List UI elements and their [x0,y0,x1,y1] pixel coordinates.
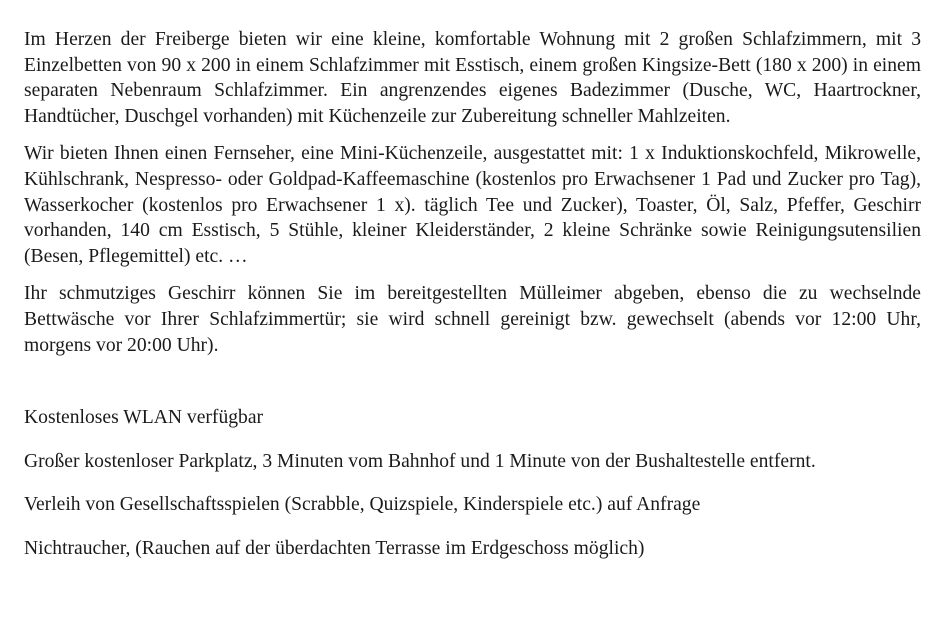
paragraph-amenities: Wir bieten Ihnen einen Fernseher, eine Mini-Küchenzeile, ausgestattet mit: 1 x Induktionskochfeld, Mikrowelle, Kühlschrank, Nespresso- oder Goldpad-Kaffeemaschine (kostenlos pro Erwachsener 1 Pad und Zucker pro Tag), Wasserkocher (kostenlos pro Erwachsener 1 x). täglich Tee und Zucker), Toaster, Öl, Salz, Pfeffer, Geschirr vorhanden, 140 cm Esstisch, 5 Stühle, kleiner Kleiderständer, 2 kleine Schränke sowie Reinigungsutensilien (Besen, Pflegemittel) etc. … [24,143,921,267]
feature-wifi: Kostenloses WLAN verfügbar [24,407,264,429]
feature-non-smoking: Nichtraucher, (Rauchen auf der überdachten Terrasse im Erdgeschoss möglich) [24,537,645,559]
feature-games: Verleih von Gesellschaftsspielen (Scrabble, Quizspiele, Kinderspiele etc.) auf Anfrage [24,494,701,516]
paragraph-dishes-linen: Ihr schmutziges Geschirr können Sie im bereitgestellten Mülleimer abgeben, ebenso die zu wechselnde Bettwäsche vor Ihrer Schlafzimmertür; sie wird schnell gereinigt bzw. gewechselt (abends vor 12:00 Uhr, morgens vor 20:00 Uhr). [24,283,921,356]
paragraph-apartment-description: Im Herzen der Freiberge bieten wir eine kleine, komfortable Wohnung mit 2 großen Schlafzimmern, mit 3 Einzelbetten von 90 x 200 in einem Schlafzimmer mit Esstisch, einem großen Kingsize-Bett (180 x 200) in einem separaten Nebenraum Schlafzimmer. Ein angrenzendes eigenes Badezimmer (Dusche, WC, Haartrockner, Handtücher, Duschgel vorhanden) mit Küchenzeile zur Zubereitung schneller Mahlzeiten. [24,29,921,127]
feature-parking: Großer kostenloser Parkplatz, 3 Minuten vom Bahnhof und 1 Minute von der Bushaltestelle entfernt. [24,450,816,472]
document-body [24,27,921,580]
spacer [24,370,921,405]
